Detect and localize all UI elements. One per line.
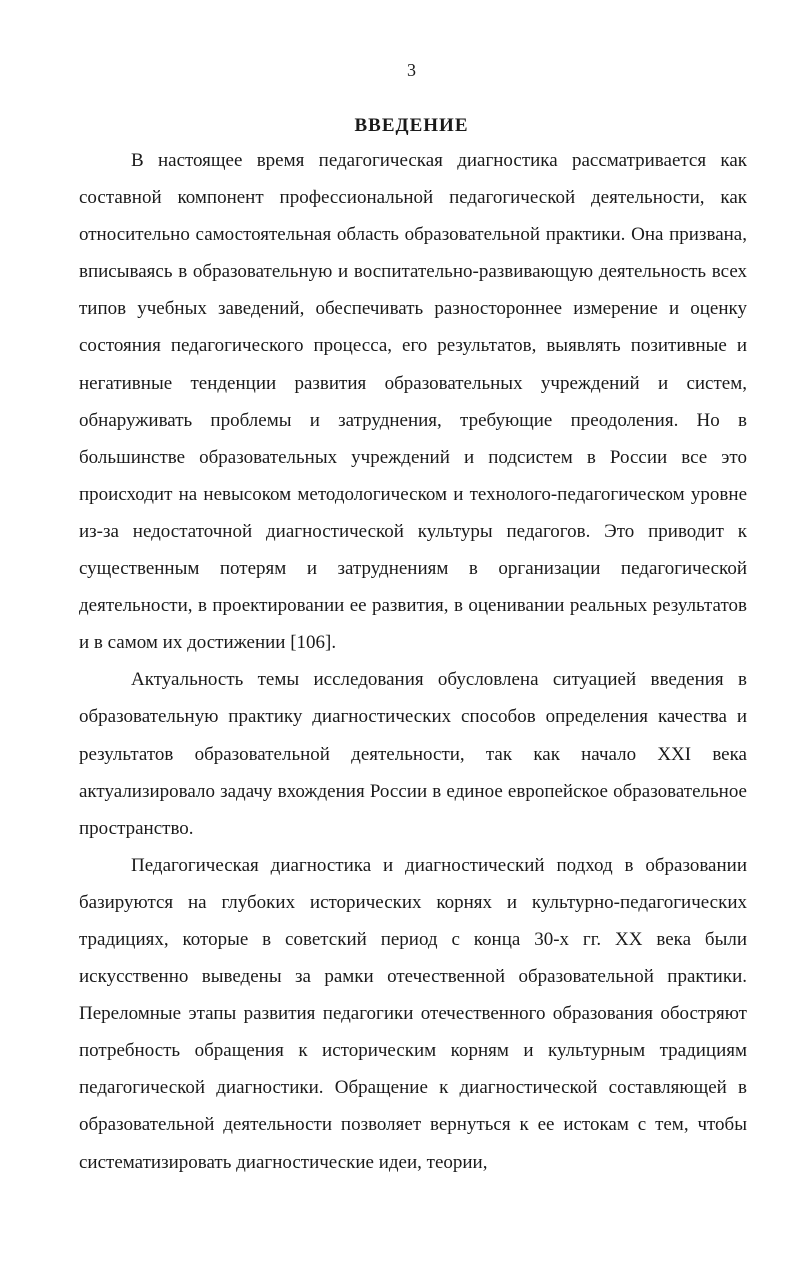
section-heading: ВВЕДЕНИЕ	[354, 115, 469, 136]
paragraph-relevance: Актуальность темы исследования обусловлена ситуацией введения в образовательную практику диагностических способов определения качества и результатов образовательной деятельности, так как начало XXI века актуализировало задачу вхождения России в единое европейское образовательное пространство.	[79, 669, 747, 839]
page-number: 3	[407, 60, 416, 80]
paragraph-diagnostics-history: Педагогическая диагностика и диагностический подход в образовании базируются на глубоких исторических корнях и культурно-педагогических традициях, которые в советский период с конца 30-х гг. XX века были искусственно выведены за рамки отечественной образовательной практики. Переломные этапы развития педагогики отечественного образования обостряют потребность обращения к историческим корням и культурным традициям педагогической диагностики. Обращение к диагностической составляющей в образовательной деятельности позволяет вернуться к ее истокам с тем, чтобы систематизировать диагностические идеи, теории,	[79, 854, 747, 1173]
paragraph-intro: В настоящее время педагогическая диагностика рассматривается как составной компонент профессиональной педагогической деятельности, как относительно самостоятельная область образовательной практики. Она призвана, вписываясь в образовательную и воспитательно-развивающую деятельность всех типов учебных заведений, обеспечивать разностороннее измерение и оценку состояния педагогического процесса, его результатов, выявлять позитивные и негативные тенденции развития образовательных учреждений и систем, обнаруживать проблемы и затруднения, требующие преодоления. Но в большинстве образовательных учреждений и подсистем в России все это происходит на невысоком методологическом и технолого-педагогическом уровне из-за недостаточной диагностической культуры педагогов. Это приводит к существенным потерям и затруднениям в организации педагогической деятельности, в проектировании ее развития, в оценивании реальных результатов и в самом их достижении [106].	[79, 150, 747, 654]
body-text	[79, 142, 747, 1181]
